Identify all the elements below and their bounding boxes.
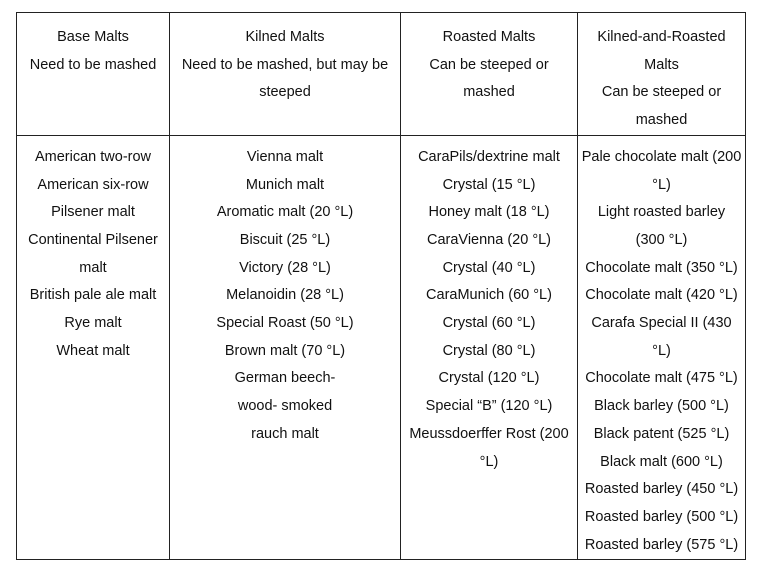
header-row [17,13,746,136]
list-item: Black patent (525 °L) [593,425,730,442]
list-item: Honey malt (18 °L) [428,204,550,221]
list-item: Victory (28 °L) [239,259,331,276]
list-item: Melanoidin (28 °L) [226,287,344,304]
list-item: Black barley (500 °L) [594,398,729,415]
list-item: Roasted barley (500 °L) [584,508,739,525]
list-item: American six-row [37,176,149,193]
list-item: Crystal (40 °L) [442,259,536,276]
column-heading: Kilned-and-Roasted Malts [597,29,726,73]
list-item: CaraMunich (60 °L) [426,287,552,304]
list-item: Biscuit (25 °L) [239,231,331,248]
list-item: Continental Pilsener malt [28,231,158,276]
column-note: Can be steeped or mashed [601,84,722,129]
list-item: British pale ale malt [29,287,157,304]
column-heading: Kilned Malts [245,29,325,45]
list-item: Pilsener malt [51,204,135,221]
roasted-malts-list [401,135,578,560]
list-item: Crystal (15 °L) [442,176,536,193]
list-item: Black malt (600 °L) [600,453,723,470]
header-base-malts [17,13,170,136]
list-item: Carafa Special II (430 °L) [591,315,732,359]
list-item: Special Roast (50 °L) [216,315,354,332]
column-note: Can be steeped or mashed [429,56,549,101]
list-item: Aromatic malt (20 °L) [216,204,354,221]
column-note: Need to be mashed [29,56,157,73]
list-item: Crystal (80 °L) [442,342,536,359]
list-item: Munich malt [245,176,325,193]
header-roasted-malts [401,13,578,136]
list-item: Pale chocolate malt (200 °L) [581,148,742,193]
list-item: Roasted barley (450 °L) [584,481,739,498]
list-item: Meussdoerffer Rost (200 °L) [409,425,569,470]
list-item: Roasted barley (575 °L) [584,536,739,553]
list-item: Crystal (60 °L) [442,315,536,332]
list-item: German beech-wood- smoked rauch malt [234,370,336,442]
list-item: CaraVienna (20 °L) [426,231,552,248]
body-row [17,135,746,560]
list-item: Rye malt [64,315,122,332]
list-item: Crystal (120 °L) [438,370,540,387]
header-kilned-and-roasted-malts [578,13,746,136]
list-item: American two-row [34,148,152,165]
list-item: Light roasted barley (300 °L) [597,204,726,248]
list-item: Chocolate malt (475 °L) [585,370,738,387]
list-item: Wheat malt [56,342,130,359]
list-item: CaraPils/dextrine malt [418,148,560,165]
list-item: Special “B” (120 °L) [425,398,553,415]
column-heading: Roasted Malts [442,29,536,45]
malt-classification-table [16,12,746,560]
list-item: Brown malt (70 °L) [224,342,346,359]
list-item: Chocolate malt (420 °L) [585,287,738,304]
column-note: Need to be mashed, but may be steeped [181,56,389,101]
list-item: Chocolate malt (350 °L) [585,259,738,276]
column-heading: Base Malts [57,29,129,45]
base-malts-list [17,135,170,560]
kilned-malts-list [170,135,401,560]
list-item: Vienna malt [246,148,324,165]
kilned-and-roasted-malts-list [578,135,746,560]
header-kilned-malts [170,13,401,136]
